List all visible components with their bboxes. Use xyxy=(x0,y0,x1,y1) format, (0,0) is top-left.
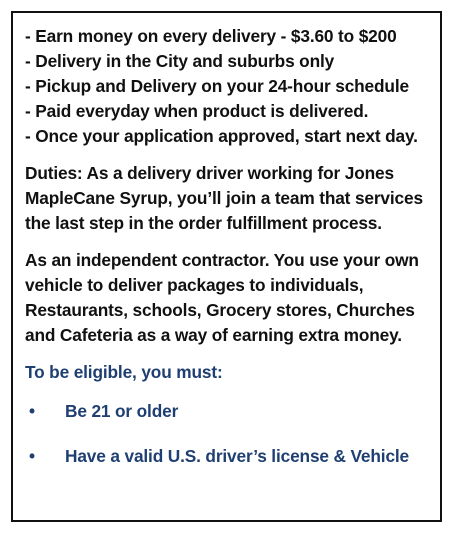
contractor-paragraph xyxy=(25,248,428,348)
contractor-line: vehicle to deliver packages to individuals, xyxy=(25,275,364,295)
benefit-line: - Earn money on every delivery - $3.60 to $200 xyxy=(25,26,397,46)
duties-line: MapleCane Syrup, you’ll join a team that services xyxy=(25,188,423,208)
benefit-line: - Once your application approved, start next day. xyxy=(25,126,418,146)
contractor-line: As an independent contractor. You use your own xyxy=(25,250,419,270)
benefit-line: - Delivery in the City and suburbs only xyxy=(25,51,335,71)
benefit-line: - Paid everyday when product is delivered. xyxy=(25,101,369,121)
requirements-list xyxy=(25,399,428,469)
duties-line: the last step in the order fulfillment process. xyxy=(25,213,382,233)
benefits-list xyxy=(25,24,428,149)
bullet-icon: • xyxy=(29,446,35,466)
requirement-item xyxy=(25,444,428,469)
benefit-line: - Pickup and Delivery on your 24-hour schedule xyxy=(25,76,409,96)
requirement-text: Be 21 or older xyxy=(65,401,179,421)
requirement-text: Have a valid U.S. driver’s license & Vehicle xyxy=(65,446,410,466)
duties-paragraph xyxy=(25,161,428,236)
requirement-item xyxy=(25,399,428,424)
duties-line: Duties: As a delivery driver working for Jones xyxy=(25,163,394,183)
eligibility-heading: To be eligible, you must: xyxy=(25,362,223,382)
contractor-line: Restaurants, schools, Grocery stores, Churches xyxy=(25,300,415,320)
bullet-icon: • xyxy=(29,401,35,421)
contractor-line: and Cafeteria as a way of earning extra money. xyxy=(25,325,402,345)
job-info-box xyxy=(11,11,442,522)
